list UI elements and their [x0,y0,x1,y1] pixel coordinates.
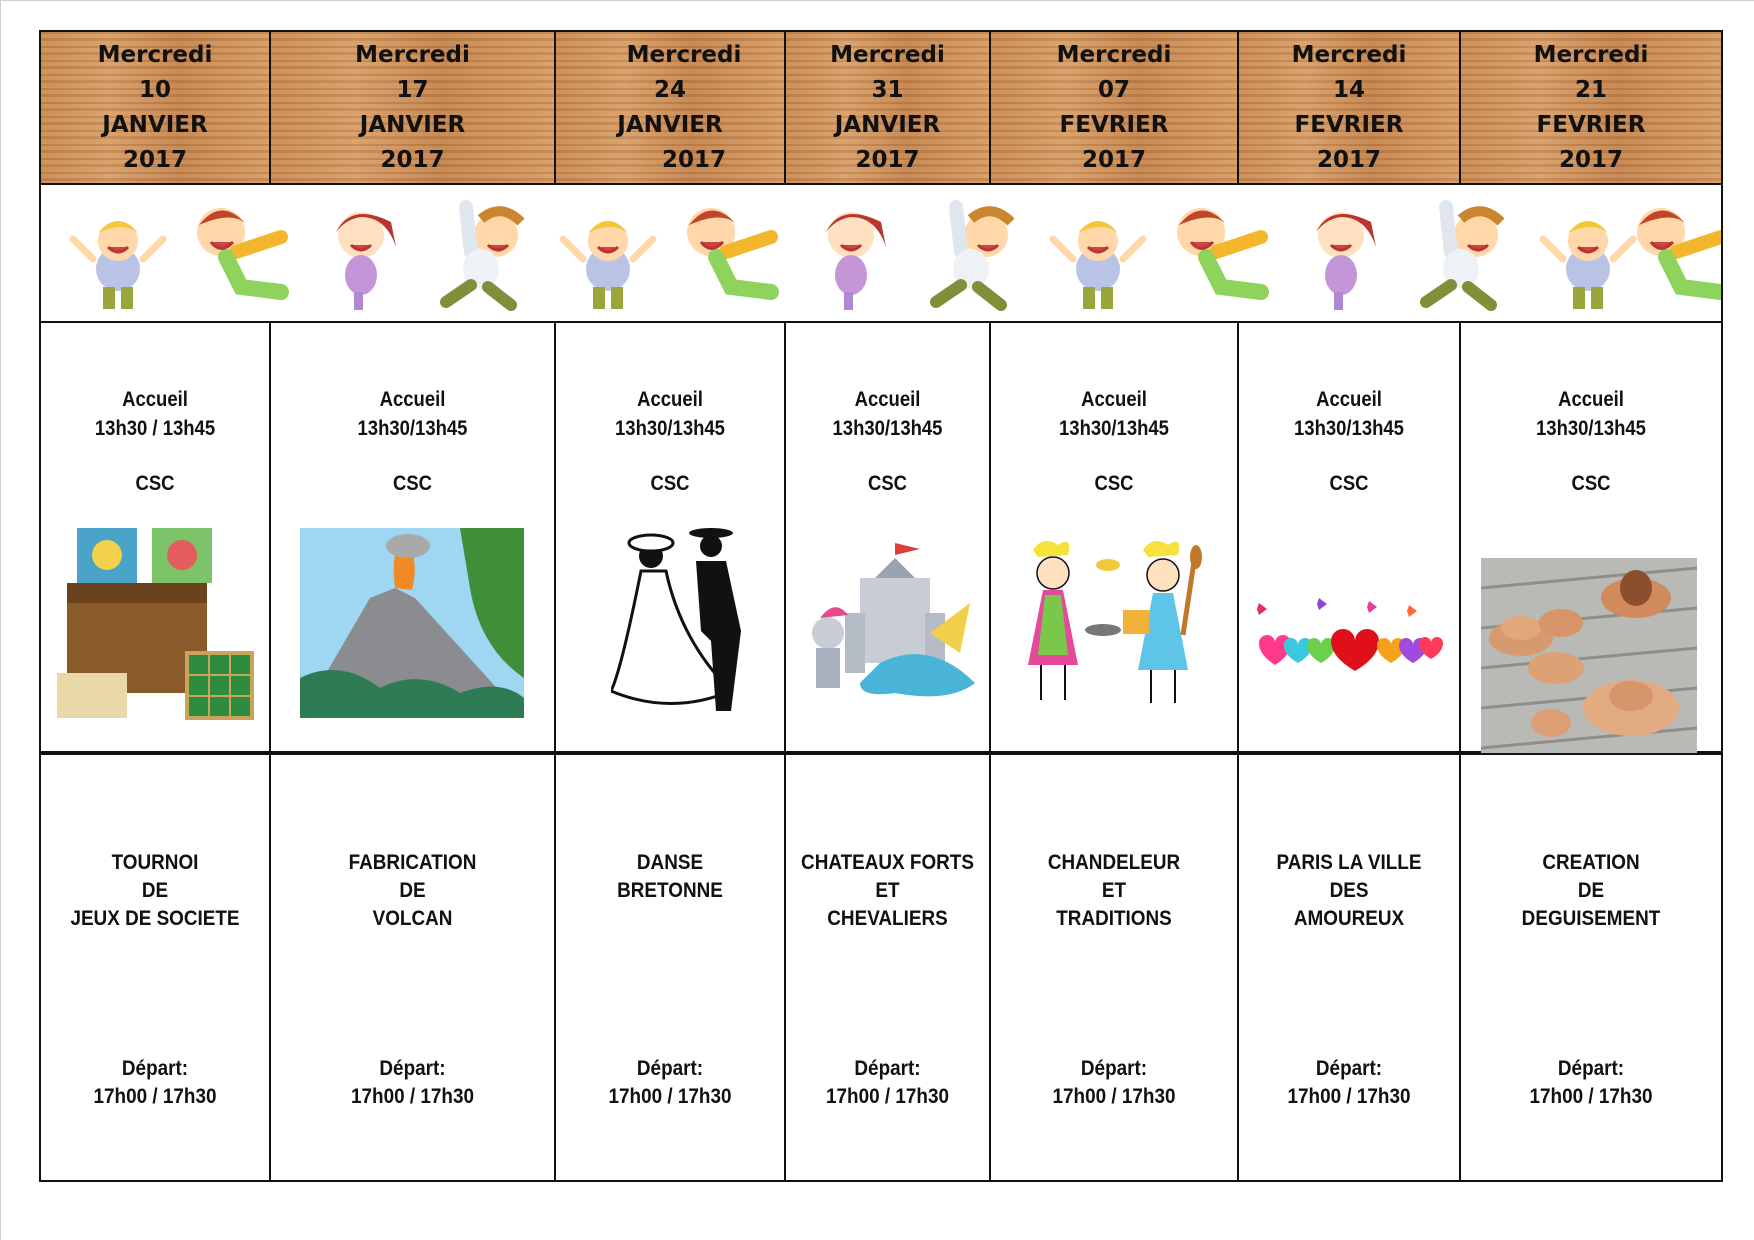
theme-line: TOURNOI [111,851,199,874]
accueil-time: 13h30/13h45 [832,417,943,440]
date-header-cell [1237,30,1459,185]
accueil-label: Accueil [379,388,446,411]
accueil-label: Accueil [1081,388,1147,411]
day-number: 17 [396,76,429,103]
depart-time: 17h00 / 17h30 [351,1085,474,1108]
activity-cell [554,753,784,1182]
depart-time: 17h00 / 17h30 [1052,1085,1176,1108]
weekday-label: Mercredi [1533,41,1649,68]
depart-time: 17h00 / 17h30 [1529,1085,1653,1108]
kids-banner-row [39,185,1723,321]
welcome-cell [39,321,269,753]
month-label: FEVRIER [1536,111,1646,138]
theme-line: AMOUREUX [1293,907,1405,930]
depart-time: 17h00 / 17h30 [608,1085,732,1108]
activity-cell [1459,753,1723,1182]
month-label: FEVRIER [1294,111,1404,138]
day-number: 31 [871,76,904,103]
theme-line: CHANDELEUR [1047,851,1181,874]
accueil-time: 13h30/13h45 [615,417,725,440]
weekday-label: Mercredi [626,41,742,68]
weekday-label: Mercredi [1056,41,1172,68]
accueil-label: Accueil [854,388,921,411]
date-header-cell [1459,30,1723,185]
accueil-label: Accueil [1316,388,1382,411]
year-label: 2017 [1316,146,1381,173]
theme-line: BRETONNE [617,879,723,902]
welcome-row [39,321,1723,753]
hearts-butterflies-image [1249,593,1449,673]
cardboard-hats-image [1481,558,1697,763]
day-number: 07 [1097,76,1130,103]
depart-label: Départ: [1080,1057,1148,1080]
place-label: CSC [867,472,908,495]
welcome-cell [1237,321,1459,753]
day-number: 21 [1574,76,1607,103]
breton-dancers-image [611,521,761,721]
welcome-cell [989,321,1237,753]
year-label: 2017 [1081,146,1146,173]
theme-line: DES [1329,879,1369,902]
day-number: 10 [138,76,171,103]
activity-cell [784,753,989,1182]
theme-line: TRADITIONS [1056,907,1172,930]
place-label: CSC [1329,472,1369,495]
depart-label: Départ: [1557,1057,1625,1080]
place-label: CSC [135,472,175,495]
month-label: JANVIER [617,111,723,138]
day-number: 14 [1332,76,1365,103]
volcano-image [300,528,524,718]
weekday-label: Mercredi [355,41,470,68]
activity-cell [39,753,269,1182]
year-label: 2017 [855,146,920,173]
year-label: 2017 [661,146,726,173]
theme-line: ET [1101,879,1127,902]
crepe-chefs-image [1023,535,1213,713]
depart-time: 17h00 / 17h30 [93,1085,217,1108]
theme-line: ET [875,879,900,902]
activity-row [39,753,1723,1182]
date-header-cell [784,30,989,185]
month-label: JANVIER [359,111,466,138]
place-label: CSC [392,472,433,495]
date-header-cell [554,30,784,185]
theme-line: PARIS LA VILLE [1276,851,1422,874]
page-left-rule [0,0,1,1240]
month-label: FEVRIER [1059,111,1169,138]
theme-line: DE [399,879,426,902]
accueil-time: 13h30/13h45 [1059,417,1169,440]
date-header-cell [39,30,269,185]
welcome-cell [554,321,784,753]
page-top-rule [0,0,1754,1]
accueil-label: Accueil [122,388,188,411]
theme-line: CREATION [1542,851,1640,874]
theme-line: DEGUISEMENT [1521,907,1661,930]
year-label: 2017 [380,146,445,173]
place-label: CSC [1094,472,1134,495]
theme-line: CHEVALIERS [827,907,948,930]
depart-label: Départ: [1315,1057,1383,1080]
weekday-label: Mercredi [1291,41,1407,68]
theme-line: VOLCAN [372,907,453,930]
accueil-time: 13h30/13h45 [1294,417,1404,440]
activity-cell [1237,753,1459,1182]
depart-time: 17h00 / 17h30 [1287,1085,1411,1108]
year-label: 2017 [1558,146,1623,173]
theme-line: DE [141,879,169,902]
depart-label: Départ: [636,1057,704,1080]
welcome-cell [784,321,989,753]
weekday-label: Mercredi [830,41,945,68]
date-header-cell [989,30,1237,185]
accueil-time: 13h30/13h45 [1536,417,1646,440]
depart-label: Départ: [121,1057,189,1080]
place-label: CSC [1571,472,1611,495]
welcome-cell [269,321,554,753]
theme-line: JEUX DE SOCIETE [70,907,240,930]
theme-line: DANSE [636,851,704,874]
schedule-grid [39,30,1723,1182]
castle-knight-dragon-image [800,543,980,713]
kids-illustration [41,185,1723,321]
welcome-cell [1459,321,1723,753]
day-number: 24 [653,76,686,103]
date-header-row [39,30,1723,185]
weekday-label: Mercredi [97,41,213,68]
date-header-cell [269,30,554,185]
depart-time: 17h00 / 17h30 [826,1085,949,1108]
year-label: 2017 [122,146,187,173]
accueil-label: Accueil [1558,388,1624,411]
depart-label: Départ: [379,1057,446,1080]
accueil-label: Accueil [637,388,703,411]
board-games-chest-image [57,523,255,723]
accueil-time: 13h30 / 13h45 [94,417,216,440]
place-label: CSC [650,472,690,495]
activity-cell [989,753,1237,1182]
accueil-time: 13h30/13h45 [357,417,468,440]
depart-label: Départ: [854,1057,921,1080]
month-label: JANVIER [102,111,208,138]
jumping-kids-banner [39,185,1723,321]
theme-line: DE [1577,879,1605,902]
month-label: JANVIER [834,111,941,138]
theme-line: CHATEAUX FORTS [801,851,974,874]
activity-cell [269,753,554,1182]
theme-line: FABRICATION [348,851,477,874]
